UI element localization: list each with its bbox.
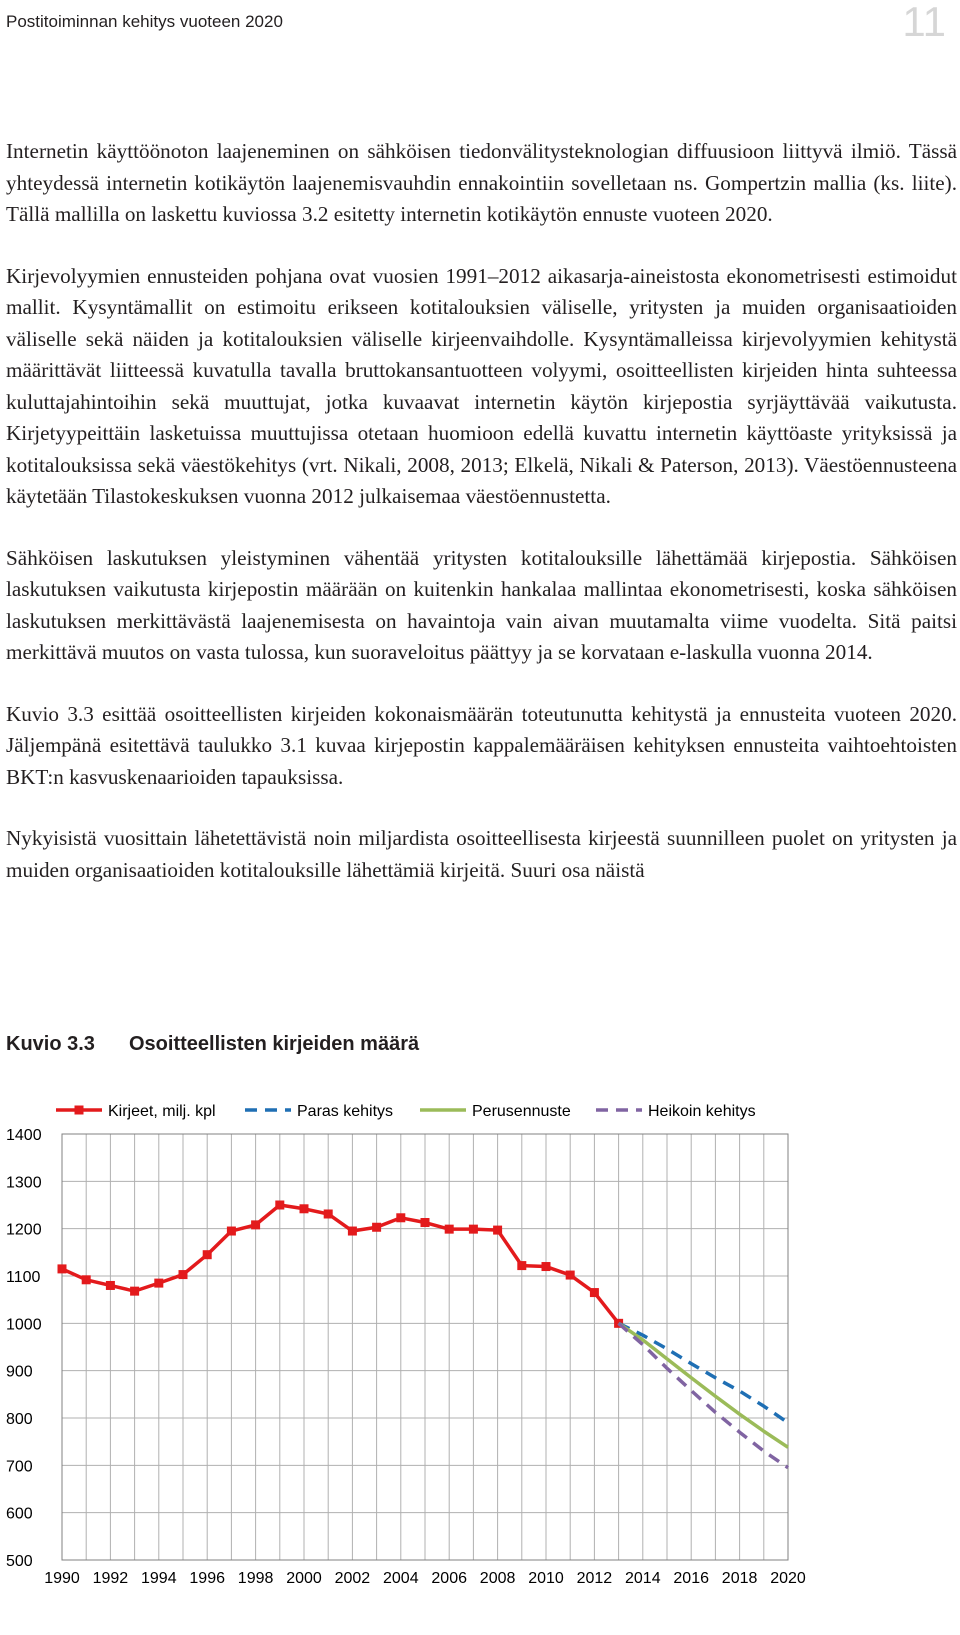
data-point-marker [130, 1287, 139, 1296]
data-point-marker [251, 1220, 260, 1229]
y-tick-label: 800 [6, 1411, 33, 1428]
data-point-marker [106, 1281, 115, 1290]
data-point-marker [445, 1225, 454, 1234]
paragraph: Nykyisistä vuosittain lähetettävistä noin miljardista osoitteellisesta kirjeestä suunnilleen puolet on yritysten ja muiden organisaatioiden kotitalouksille lähettämiä kirjeitä. Suuri osa näistä [6, 826, 957, 882]
y-tick-label: 1400 [6, 1127, 42, 1144]
y-tick-label: 1100 [6, 1269, 41, 1286]
paragraph: Kuvio 3.3 esittää osoitteellisten kirjeiden kokonaismäärän toteutunutta kehitystä ja ennusteita vuoteen 2020. Jäljempänä esitettävä taulukko 3.1 kuvaa kirjepostin kappalemääräisen kehityksen ennusteita vaihtoehtoisten BKT:n kasvuskenaarioiden tapauksissa. [6, 701, 957, 789]
y-tick-label: 900 [6, 1363, 33, 1381]
data-point-marker [542, 1262, 551, 1271]
line-chart [0, 1080, 960, 1635]
data-point-marker [203, 1250, 212, 1259]
data-point-marker [154, 1279, 163, 1288]
legend-marker [75, 1106, 84, 1115]
data-point-marker [469, 1225, 478, 1234]
x-tick-label: 2008 [479, 1570, 516, 1587]
y-tick-label: 1000 [6, 1316, 42, 1334]
data-point-marker [179, 1270, 188, 1279]
page-number: 11 [902, 0, 946, 45]
running-header: Postitoiminnan kehitys vuoteen 2020 [6, 12, 283, 31]
legend-label: Perusennuste [472, 1103, 571, 1120]
data-point-marker [300, 1204, 309, 1213]
series-line [619, 1323, 788, 1422]
paragraph: Sähköisen laskutuksen yleistyminen vähentää yritysten kotitalouksille lähettämää kirjepostia. Sähköisen laskutuksen vaikutusta kirjepostin määrään on kuitenkin hankalaa mallintaa ekonometrisesti, koska sähköisen laskutuksen merkittävästä laajenemisesta on havaintoja vain aivan muutamalta viime vuodelta. Sitä paitsi merkittävä muutos on vasta tulossa, kun suoraveloitus päättyy ja se korvataan e-laskulla vuonna 2014. [6, 545, 957, 664]
y-tick-label: 700 [6, 1458, 33, 1476]
y-tick-label: 500 [6, 1553, 33, 1570]
legend-label: Paras kehitys [297, 1103, 394, 1120]
series-line [619, 1323, 788, 1467]
figure-number: Kuvio 3.3 [6, 1033, 95, 1055]
figure-caption [6, 1033, 419, 1056]
x-tick-label: 2004 [383, 1570, 419, 1587]
legend-label: Heikoin kehitys [648, 1103, 756, 1120]
data-point-marker [372, 1223, 381, 1232]
x-tick-label: 1992 [92, 1570, 129, 1587]
x-tick-label: 2002 [334, 1570, 371, 1587]
paragraph: Internetin käyttöönoton laajeneminen on sähköisen tiedonvälitysteknologian diffuusioon liittyvä ilmiö. Tässä yhteydessä internetin kotikäytön laajenemisvauhdin ennakointiin sovelletaan ns. Gompertzin mallia (ks. liite). Tällä mallilla on laskettu kuviossa 3.2 esitetty internetin kotikäytön ennuste vuoteen 2020. [6, 139, 957, 226]
data-point-marker [348, 1227, 357, 1236]
series-line [619, 1323, 788, 1447]
legend-label: Kirjeet, milj. kpl [108, 1103, 216, 1120]
data-point-marker [82, 1275, 91, 1284]
x-tick-label: 2000 [286, 1570, 322, 1587]
y-tick-label: 600 [6, 1505, 33, 1523]
figure-title: Osoitteellisten kirjeiden määrä [129, 1033, 420, 1055]
data-point-marker [58, 1264, 67, 1273]
x-tick-label: 2014 [625, 1570, 661, 1587]
data-point-marker [324, 1209, 333, 1218]
x-tick-label: 2006 [431, 1570, 467, 1587]
data-point-marker [493, 1226, 502, 1235]
data-point-marker [590, 1288, 599, 1297]
data-point-marker [421, 1218, 430, 1227]
data-point-marker [517, 1261, 526, 1270]
body-text [6, 136, 957, 916]
x-tick-label: 2020 [770, 1570, 806, 1587]
paragraph: Kirjevolyymien ennusteiden pohjana ovat vuosien 1991–2012 aikasarja-aineistosta ekonometrisesti estimoidut mallit. Kysyntämallit on estimoitu erikseen kotitalouksien väliselle, yritysten ja muiden organisaatioiden väliselle sekä näiden ja kotitalouksien väliselle kirjeenvaihdolle. Kysyntämalleissa kirjevolyymien kehitystä määrittävät liitteessä kuvatulla tavalla bruttokansantuotteen volyymi, osoitteellisten kirjeiden hinta suhteessa kuluttajahintoihin sekä muuttujat, jotka kuvaavat internetin käytön kirjepostia syrjäyttävää vaikutusta. Kirjetyypeittäin lasketuissa muuttujissa otetaan huomioon edellä kuvattu internetin käyttöaste yrityksissä ja kotitalouksissa sekä väestökehitys (vrt. Nikali, 2008, 2013; Elkelä, Nikali & Paterson, 2013). Väestöennusteena käytetään Tilastokeskuksen vuonna 2012 julkaisemaa väestöennustetta. [6, 263, 957, 508]
x-tick-label: 2016 [673, 1570, 709, 1587]
x-tick-label: 2010 [528, 1570, 564, 1587]
x-tick-label: 1994 [141, 1570, 177, 1587]
data-point-marker [566, 1271, 575, 1280]
x-tick-label: 1996 [189, 1570, 225, 1587]
series-line [62, 1205, 619, 1323]
x-tick-label: 1990 [44, 1570, 80, 1587]
y-tick-label: 1200 [6, 1221, 42, 1239]
data-point-marker [227, 1227, 236, 1236]
data-point-marker [396, 1213, 405, 1222]
x-tick-label: 2012 [576, 1570, 613, 1587]
data-point-marker [275, 1201, 284, 1210]
y-tick-label: 1300 [6, 1174, 42, 1192]
x-tick-label: 1998 [237, 1570, 274, 1587]
x-tick-label: 2018 [721, 1570, 758, 1587]
